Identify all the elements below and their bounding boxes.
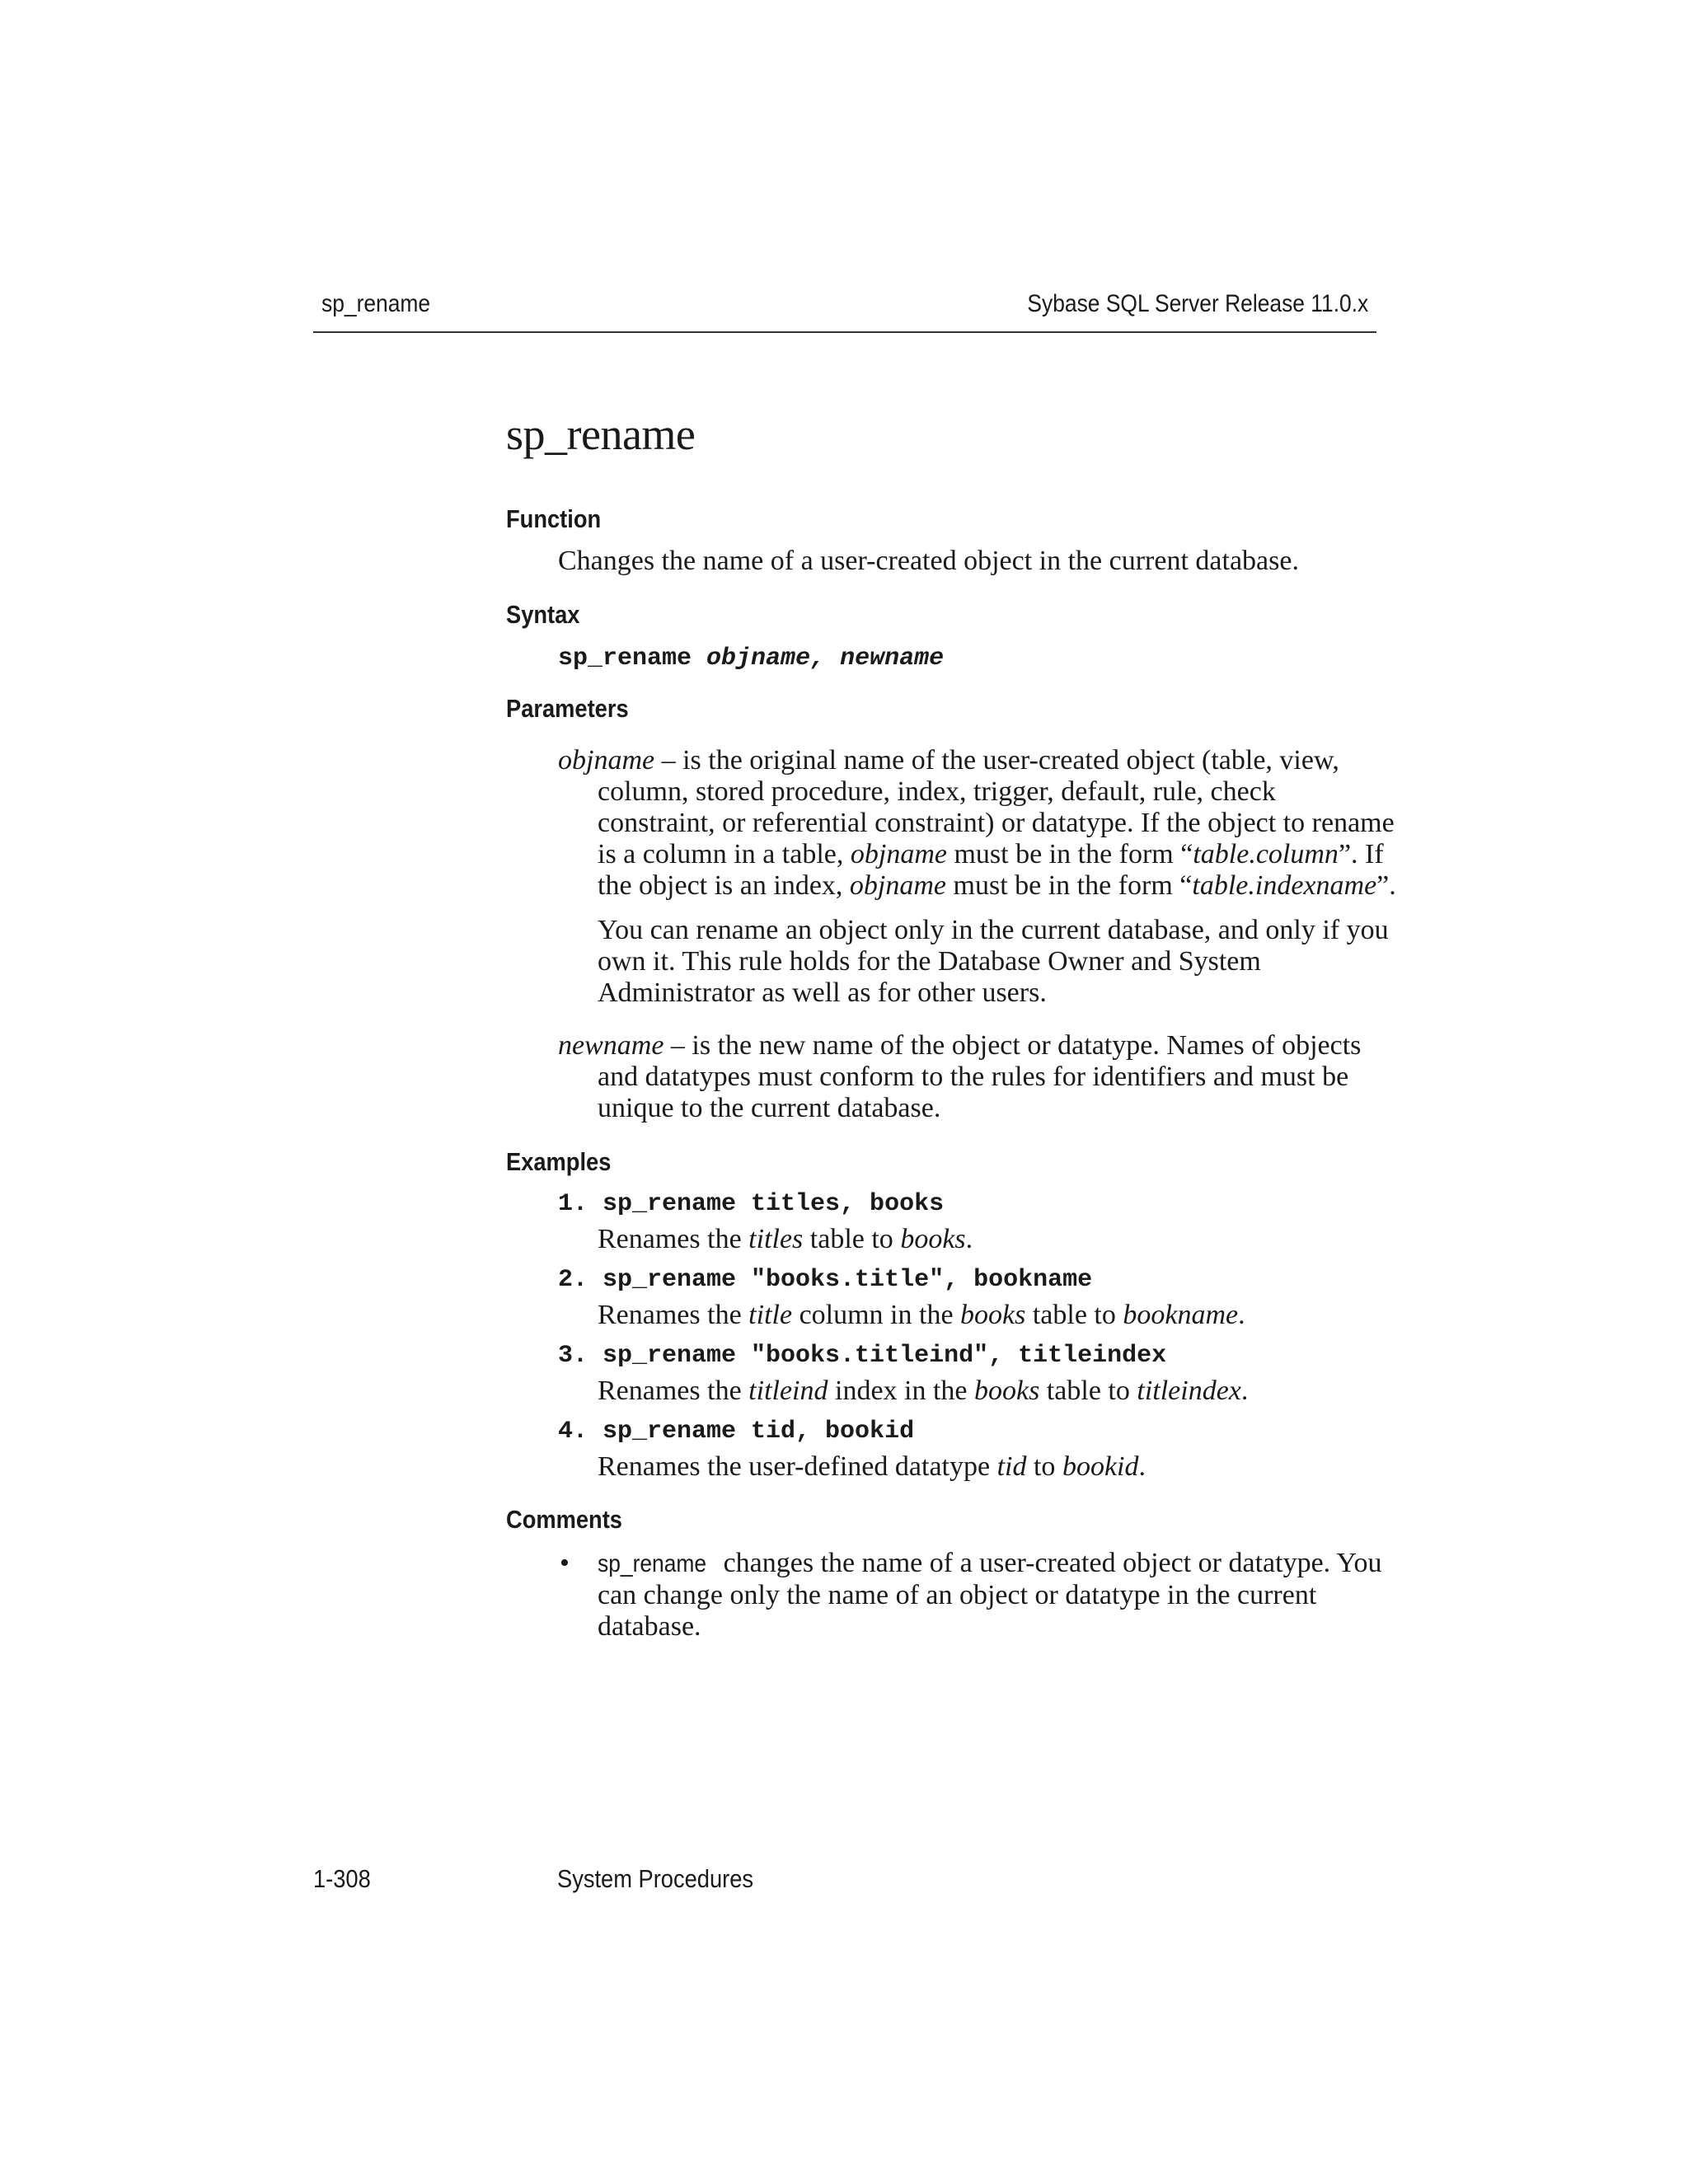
param-objname-note: You can rename an object only in the current database, and only if you own it. This rule holds for the Database Owner and System Administrator as well as for other users. [598, 915, 1389, 1008]
parameters-heading: Parameters [506, 694, 629, 723]
footer-section: System Procedures [557, 1864, 754, 1893]
param-objname-text: must be in the form “ [946, 870, 1193, 901]
param-objname-ref: objname [849, 870, 947, 901]
page-content [506, 404, 1396, 1643]
examples-list [506, 1185, 1396, 1483]
running-header [313, 290, 1376, 333]
examples-heading: Examples [506, 1147, 612, 1176]
param-objname-text: must be in the form “ [946, 839, 1193, 869]
comment-code: sp_rename [598, 1550, 707, 1577]
param-objname [506, 745, 1396, 902]
param-newname [506, 1030, 1396, 1124]
example-code: 4. sp_rename tid, bookid [558, 1418, 915, 1446]
example-description: Renames the titles table to books. [598, 1224, 973, 1254]
param-objname-term: objname [558, 745, 655, 776]
page-number: 1-308 [313, 1864, 371, 1893]
syntax-arg-newname: newname [840, 644, 945, 673]
example-code: 1. sp_rename titles, books [558, 1190, 945, 1218]
comment-text: changes the name of a user-created object or datatype. You can change only the name of an object or datatype in the current database. [598, 1548, 1382, 1642]
param-objname-form: table.column [1193, 839, 1339, 869]
syntax-line [506, 641, 1396, 676]
syntax-command: sp_rename [558, 644, 692, 673]
syntax-heading: Syntax [506, 600, 580, 629]
param-objname-ref: objname [850, 839, 947, 869]
example-description: Renames the title column in the books table to bookname. [598, 1300, 1245, 1330]
param-newname-term: newname [558, 1030, 664, 1061]
example-code: 3. sp_rename "books.titleind", titleindex [558, 1342, 1167, 1370]
param-objname-text: ”. If the object is an index, [598, 839, 1384, 901]
param-newname-text: – is the new name of the object or datatype. Names of objects and datatypes must conform to the rules for identifiers and must be unique to the current database. [598, 1030, 1362, 1123]
header-left-title: sp_rename [321, 290, 431, 317]
example-description: Renames the titleind index in the books table to titleindex. [598, 1376, 1249, 1406]
function-text: Changes the name of a user-created object in the current database. [558, 546, 1299, 576]
bullet-icon: • [560, 1548, 570, 1578]
header-right-title: Sybase SQL Server Release 11.0.x [1027, 290, 1368, 317]
param-objname-text: ”. [1376, 870, 1396, 901]
comment-item [506, 1548, 1396, 1643]
syntax-arg-objname: objname, [706, 644, 826, 673]
function-heading: Function [506, 504, 602, 533]
param-objname-form: table.indexname [1192, 870, 1377, 901]
comments-heading: Comments [506, 1505, 622, 1534]
page-title: sp_rename [506, 410, 696, 459]
example-code: 2. sp_rename "books.title", bookname [558, 1266, 1093, 1294]
example-description: Renames the user-defined datatype tid to bookid. [598, 1451, 1146, 1482]
param-objname-text: – is the original name of the user-created object (table, view, column, stored procedure, index, trigger, default, rule, check constraint, or referential constraint) or datatype. If the object to rename is a column in a table, [598, 745, 1395, 869]
